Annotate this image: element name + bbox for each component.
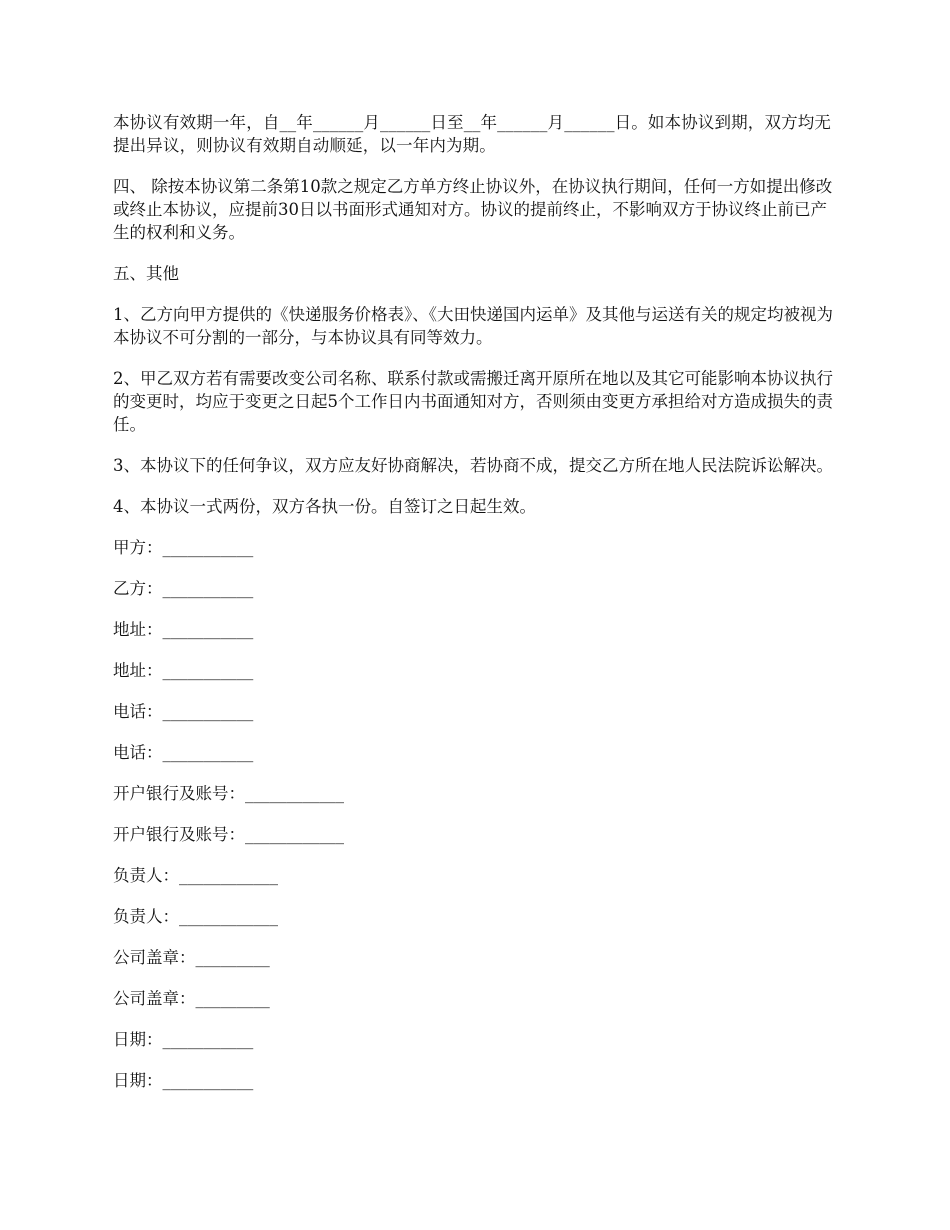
document-page bbox=[113, 111, 839, 1092]
clause-3-paragraph: 3、本协议下的任何争议，双方应友好协商解决，若协商不成，提交乙方所在地人民法院诉讼解决。 bbox=[113, 456, 833, 475]
signature-line-bank-a: 开户银行及账号：____________ bbox=[113, 784, 344, 803]
signature-line-phone-a: 电话：___________ bbox=[113, 702, 254, 721]
signature-line-address-a: 地址：___________ bbox=[113, 620, 254, 639]
validity-paragraph: 本协议有效期一年，自__年______月______日至__年______月______日。如本协议到期，双方均无提出异议，则协议有效期自动顺延，以一年内为期。 bbox=[113, 113, 832, 155]
signature-line-seal-b: 公司盖章：_________ bbox=[113, 989, 270, 1008]
signature-line-phone-b: 电话：___________ bbox=[113, 743, 254, 762]
signature-line-date-b: 日期：___________ bbox=[113, 1071, 254, 1090]
signature-line-manager-a: 负责人：____________ bbox=[113, 866, 278, 885]
signature-line-bank-b: 开户银行及账号：____________ bbox=[113, 825, 344, 844]
signature-block bbox=[113, 536, 839, 1092]
signature-line-address-b: 地址：___________ bbox=[113, 661, 254, 680]
signature-line-seal-a: 公司盖章：_________ bbox=[113, 948, 270, 967]
clause-1-paragraph: 1、乙方向甲方提供的《快递服务价格表》、《大田快递国内运单》及其他与运送有关的规定均被视为本协议不可分割的一部分，与本协议具有同等效力。 bbox=[113, 305, 833, 347]
clause-2-paragraph: 2、甲乙双方若有需要改变公司名称、联系付款或需搬迁离开原所在地以及其它可能影响本协议执行的变更时，均应于变更之日起5个工作日内书面通知对方，否则须由变更方承担给对方造成损失的责任。 bbox=[113, 369, 833, 434]
signature-line-party-b: 乙方：___________ bbox=[113, 579, 254, 598]
signature-line-manager-b: 负责人：____________ bbox=[113, 907, 278, 926]
clause-4-paragraph: 4、本协议一式两份，双方各执一份。自签订之日起生效。 bbox=[113, 497, 536, 516]
section-heading-other: 五、其他 bbox=[113, 264, 179, 283]
termination-paragraph: 四、 除按本协议第二条第10款之规定乙方单方终止协议外，在协议执行期间，任何一方如提出修改或终止本协议，应提前30日以书面形式通知对方。协议的提前终止，不影响双方于协议终止前已产生的权利和义务。 bbox=[113, 177, 833, 242]
signature-line-party-a: 甲方：___________ bbox=[113, 538, 254, 557]
signature-line-date-a: 日期：___________ bbox=[113, 1030, 254, 1049]
